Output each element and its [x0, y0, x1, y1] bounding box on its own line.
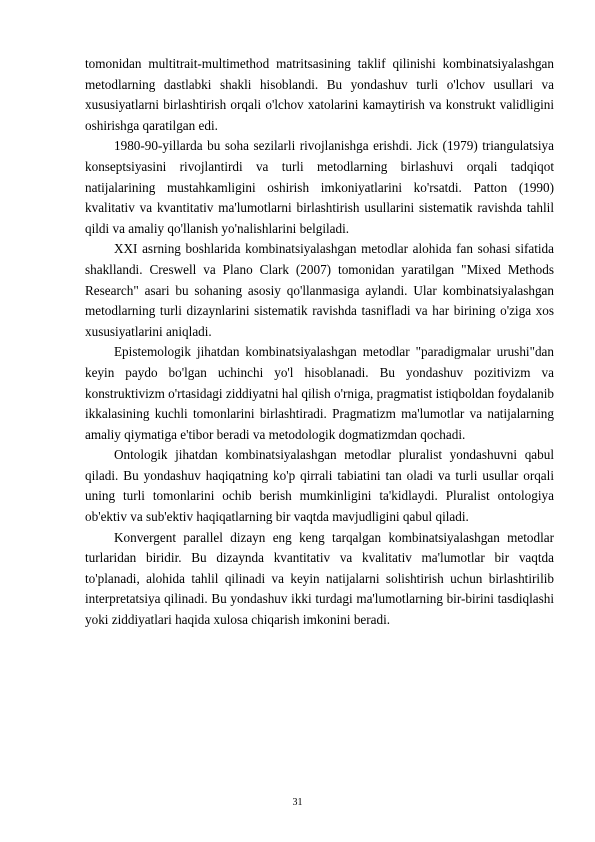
paragraph-2: 1980-90-yillarda bu soha sezilarli rivojlanishga erishdi. Jick (1979) triangulatsiya konseptsiyasini rivojlantirdi va turli metodlarning birlashuvi orqali tadqiqot natijalarining mustahkamligini oshirish imkoniyatlarini ko'rsatdi. Patton (1990) kvalitativ va kvantitativ ma'lumotlarni birlashtirish usullarini sistematik ravishda tahlil qildi va amaliy qo'llanish yo'nalishlarini belgiladi. [85, 138, 554, 236]
paragraph-5: Ontologik jihatdan kombinatsiyalashgan metodlar pluralist yondashuvni qabul qiladi. Bu yondashuv haqiqatning ko'p qirrali tabiatini tan oladi va turli usullar orqali uning turli tomonlarini ochib berish mumkinligini ta'kidlaydi. Pluralist ontologiya ob'ektiv va sub'ektiv haqiqatlarning bir vaqtda mavjudligini qabul qiladi. [85, 447, 554, 525]
document-body [85, 54, 554, 631]
page-number: 31 [292, 797, 303, 808]
paragraph-1: tomonidan multitrait-multimethod matritsasining taklif qilinishi kombinatsiyalashgan metodlarning dastlabki shakli hisoblandi. Bu yondashuv turli o'lchov usullari va xususiyatlarni birlashtirish orqali o'lchov xatolarini kamaytirish va konstrukt validligini oshirishga qaratilgan edi. [85, 56, 554, 133]
paragraph-6: Konvergent parallel dizayn eng keng tarqalgan kombinatsiyalashgan metodlar turlaridan biridir. Bu dizaynda kvantitativ va kvalitativ ma'lumotlar bir vaqtda to'planadi, alohida tahlil qilinadi va keyin natijalarni solishtirish uchun birlashtirilib interpretatsiya qilinadi. Bu yondashuv ikki turdagi ma'lumotlarning bir-birini tasdiqlashi yoki ziddiyatlari haqida xulosa chiqarish imkonini beradi. [85, 529, 554, 628]
paragraph-3: XXI asrning boshlarida kombinatsiyalashgan metodlar alohida fan sohasi sifatida shakllandi. Creswell va Plano Clark (2007) tomonidan yaratilgan "Mixed Methods Research" asari bu sohaning asosiy qo'llanmasiga aylandi. Ular kombinatsiyalashgan metodlarning turli dizaynlarini sistematik ravishda tasnifladi va har birining o'ziga xos xususiyatlarini aniqladi. [85, 241, 554, 339]
paragraph-4: Epistemologik jihatdan kombinatsiyalashgan metodlar "paradigmalar urushi"dan keyin paydo bo'lgan uchinchi yo'l hisoblanadi. Bu yondashuv pozitivizm va konstruktivizm o'rtasidagi ziddiyatni hal qilish o'rniga, pragmatist istiqboldan foydalanib ikkalasining kuchli tomonlarini birlashtiradi. Pragmatizm ma'lumotlar va natijalarning amaliy qiymatiga e'tibor beradi va metodologik dogmatizmdan qochadi. [85, 344, 554, 442]
